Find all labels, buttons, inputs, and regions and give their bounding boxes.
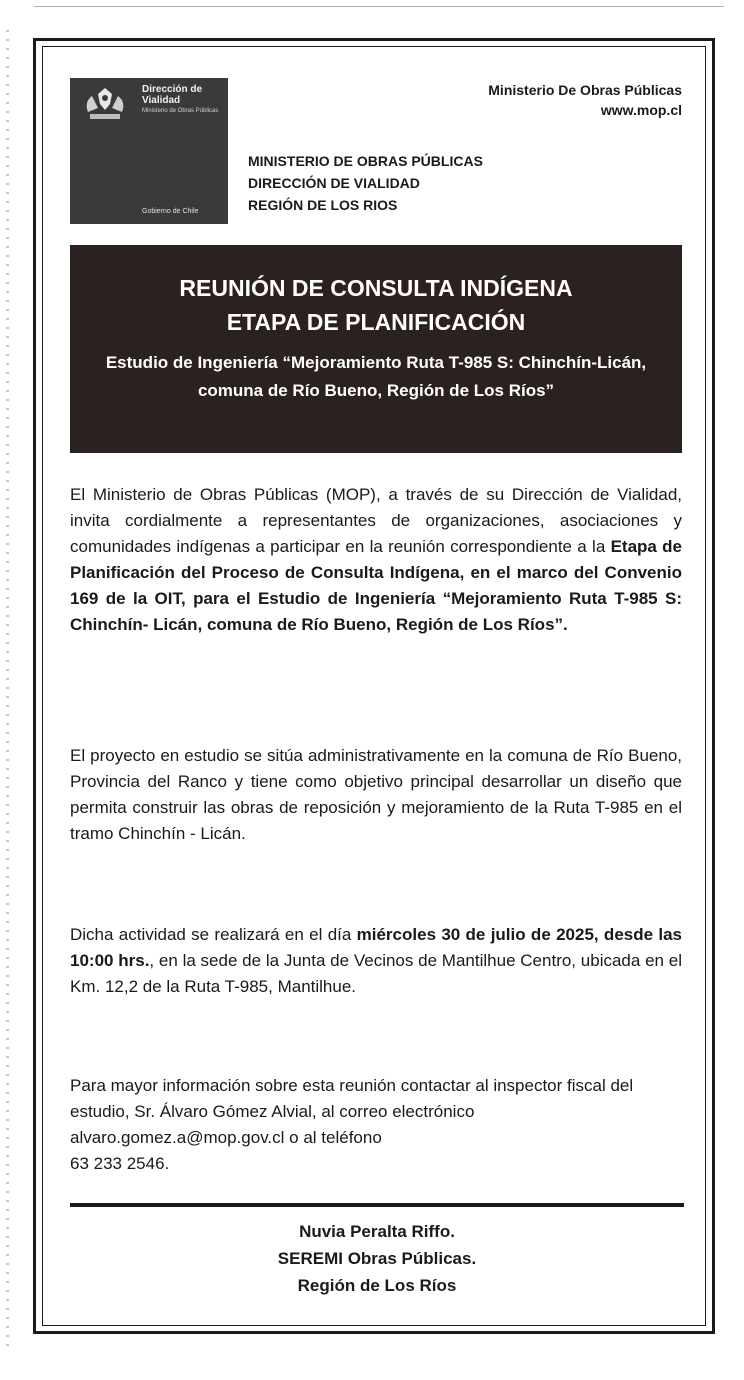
signature-region: Región de Los Ríos [297, 1276, 457, 1295]
signature-name: Nuvia Peralta Riffo. [299, 1222, 455, 1241]
dept-line-3: REGIÓN DE LOS RIOS [248, 197, 398, 213]
logo-small-text: Ministerio de Obras Públicas [142, 108, 219, 114]
p4-phone: 63 233 2546. [70, 1154, 170, 1173]
ministry-name: Ministerio De Obras Públicas [488, 82, 682, 98]
header-right [488, 80, 682, 120]
p1-text: El Ministerio de Obras Públicas (MOP), a través de su Dirección de Vialidad, invita cordialmente a representantes de organizaciones, asociaciones y comunidades indígenas a participar en la reunión correspondiente a la [70, 485, 682, 556]
signature-block [70, 1218, 684, 1299]
title-banner [70, 245, 682, 453]
p3-date-bold: miércoles 30 de julio de 2025, desde las 10:00 hrs. [70, 925, 683, 970]
website-link[interactable]: www.mop.cl [600, 102, 682, 118]
paragraph-activity [70, 922, 682, 1000]
paragraph-project: El proyecto en estudio se sitúa administrativamente en la comuna de Río Bueno, Provincia del Ranco y tiene como objetivo principal desarrollar un diseño que permita construir las obras de reposición y mejoramiento de la Ruta T-985 en el tramo Chinchín - Licán. [70, 746, 682, 843]
chile-coat-of-arms-icon [78, 84, 132, 126]
left-edge-dots [6, 30, 9, 1350]
signature-role: SEREMI Obras Públicas. [277, 1249, 477, 1268]
paragraph-invitation [70, 482, 682, 638]
p1-bold: Etapa de Planificación del Proceso de Consulta Indígena, en el marco del Convenio 169 de la OIT, para el Estudio de Ingeniería “Mejoramiento Ruta T-985 S: Chinchín- Licán, comuna de Río Bueno, Región de Los Ríos”. [70, 537, 683, 634]
signature-divider [70, 1203, 684, 1207]
banner-title-1: REUNIÓN DE CONSULTA INDÍGENA [179, 275, 573, 301]
banner-subtitle: Estudio de Ingeniería “Mejoramiento Ruta T-985 S: Chinchín-Licán, comuna de Río Bueno, Región de Los Ríos” [105, 353, 647, 400]
mop-logo [70, 78, 228, 224]
p3-text-c: , en la sede de la Junta de Vecinos de Mantilhue Centro, ubicada en el Km. 12,2 de la Ruta T-985, Mantilhue. [70, 951, 682, 996]
dept-line-1: MINISTERIO DE OBRAS PÚBLICAS [248, 153, 483, 169]
p3-text-a: Dicha actividad se realizará en el día [70, 925, 357, 944]
logo-footer: Gobierno de Chile [142, 208, 199, 215]
p4-text: Para mayor información sobre esta reunión contactar al inspector fiscal del estudio, Sr. Álvaro Gómez Alvial, al correo electrónico alvaro.gomez.a@mop.gov.cl o al teléfono [70, 1076, 634, 1147]
top-rule [34, 6, 724, 7]
paragraph-contact [70, 1073, 682, 1177]
logo-line2: Vialidad [142, 95, 181, 106]
banner-title-2: ETAPA DE PLANIFICACIÓN [226, 309, 526, 335]
department-block [248, 150, 483, 216]
dept-line-2: DIRECCIÓN DE VIALIDAD [248, 175, 420, 191]
logo-line1: Dirección de [142, 84, 203, 95]
